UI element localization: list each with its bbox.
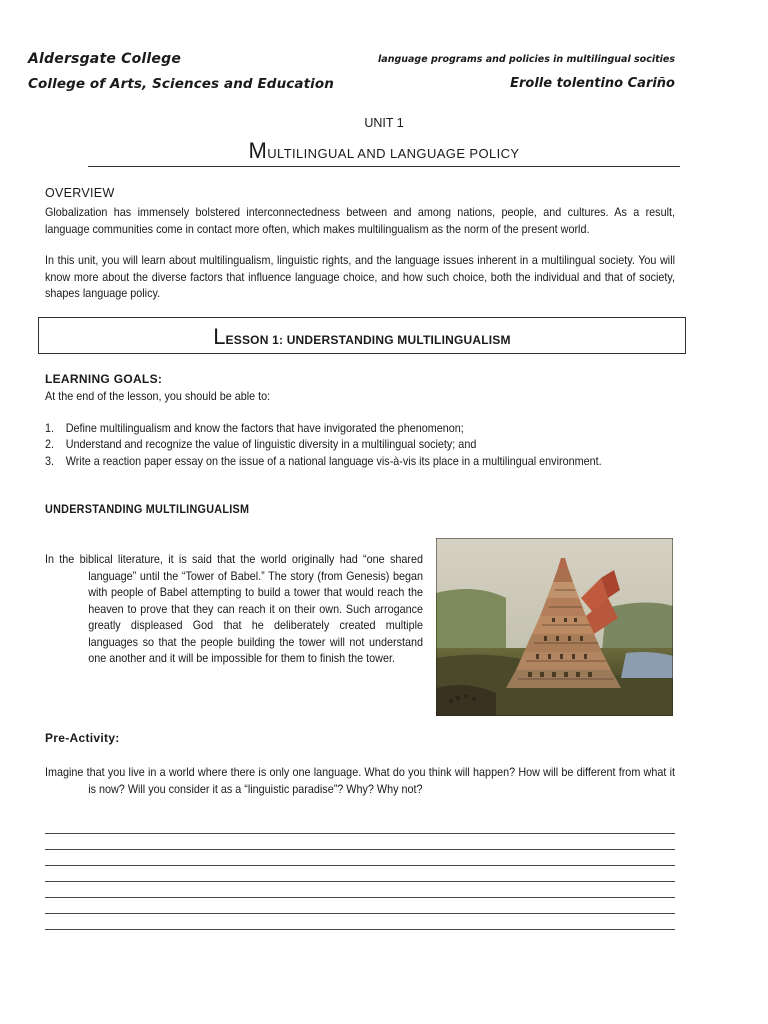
answer-line[interactable] [45, 898, 675, 914]
answer-line[interactable] [45, 818, 675, 834]
header-author: Erolle tolentino Cariño [510, 76, 675, 91]
answer-line[interactable] [45, 850, 675, 866]
overview-paragraph-1: Globalization has immensely bolstered interconnectedness between and among nations, people, and cultures. As a result, language communities come in contact more often, which makes multilingualism as the norm of the present world. [45, 205, 675, 236]
goal-item: 3. Write a reaction paper essay on the issue of a national language vis-à-vis its place in a multilingual environment. [45, 454, 602, 468]
unit-title [0, 138, 768, 164]
header-school: Aldersgate College [28, 51, 182, 67]
answer-line[interactable] [45, 866, 675, 882]
unit-label: UNIT 1 [364, 116, 404, 130]
pre-activity-prompt: Imagine that you live in a world where there is only one language. What do you think will happen? How will be different from what it is now? Will you consider it as a “linguistic paradise”? Why? Why not? [45, 765, 675, 796]
title-rule [88, 166, 680, 167]
overview-paragraph-2: In this unit, you will learn about multilingualism, linguistic rights, and the language issues inherent in a multilingual society. You will know more about the diverse factors that influence language choice, and how such choice, both the individual and that of society, shapes language policy. [45, 253, 675, 300]
answer-lines[interactable] [45, 818, 675, 930]
answer-line[interactable] [45, 914, 675, 930]
overview-heading: OVERVIEW [45, 186, 115, 200]
header-course: language programs and policies in multilingual socities [378, 54, 675, 65]
lesson-initial: L [213, 324, 226, 349]
answer-line[interactable] [45, 834, 675, 850]
goal-item: 2. Understand and recognize the value of linguistic diversity in a multilingual society; and [45, 437, 477, 451]
understanding-heading: UNDERSTANDING MULTILINGUALISM [45, 502, 250, 516]
header-college: College of Arts, Sciences and Education [28, 76, 334, 92]
lesson-title-box [38, 317, 686, 354]
learning-goals-intro: At the end of the lesson, you should be able to: [45, 389, 271, 403]
learning-goals-heading: LEARNING GOALS: [45, 372, 163, 386]
answer-line[interactable] [45, 882, 675, 898]
babel-paragraph: In the biblical literature, it is said that the world originally had “one shared language” until the “Tower of Babel.” The story (from Genesis) began with people of Babel attempting to build a tower that would reach the heaven to prove that they can reach it on their own. Such arrogance greatly displeased God that he deliberately created multiple languages so that the people building the tower will not understand one another and it will be impossible for them to finish the tower. [45, 552, 423, 665]
tower-of-babel-painting [436, 538, 673, 716]
lesson-title: ESSON 1: UNDERSTANDING MULTILINGUALISM [225, 333, 511, 347]
goal-item: 1. Define multilingualism and know the factors that have invigorated the phenomenon; [45, 421, 464, 435]
unit-title-initial: M [248, 138, 268, 163]
pre-activity-heading: Pre-Activity: [45, 731, 120, 745]
unit-title-rest: ULTILINGUAL AND LANGUAGE POLICY [267, 146, 520, 161]
